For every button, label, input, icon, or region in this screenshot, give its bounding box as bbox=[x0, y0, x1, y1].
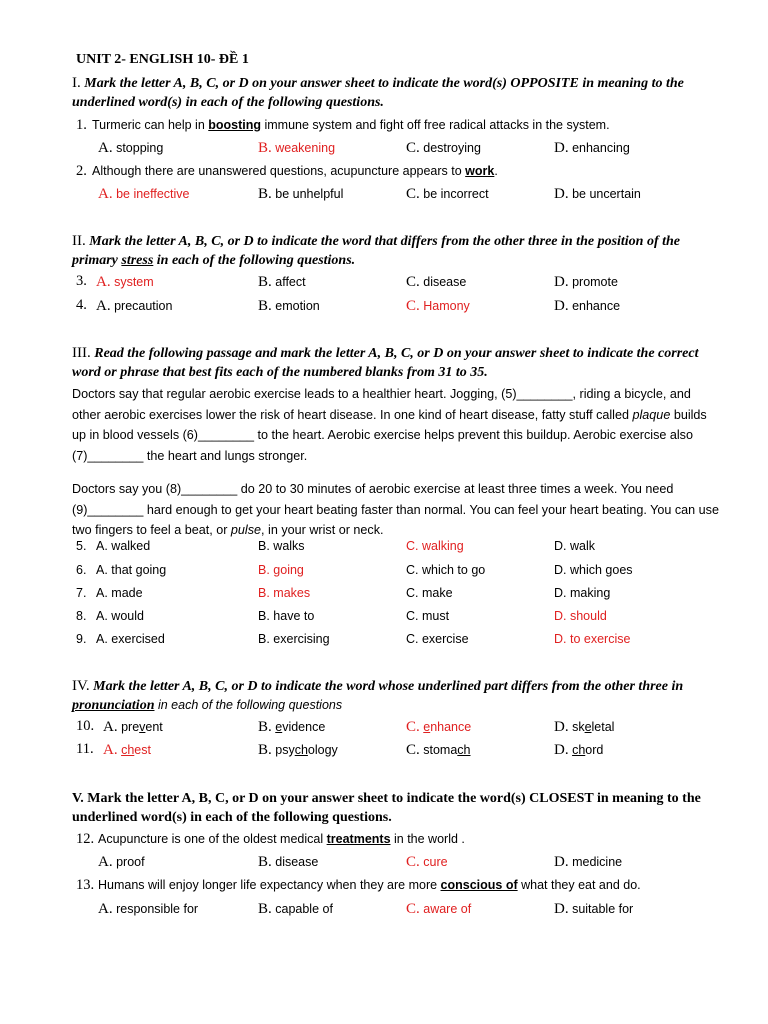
option-a[interactable] bbox=[96, 609, 144, 623]
option-b[interactable] bbox=[258, 854, 318, 871]
option-d-answer[interactable] bbox=[554, 632, 630, 646]
option-b[interactable] bbox=[258, 186, 343, 203]
option-text: have to bbox=[273, 609, 315, 623]
option-letter: C. bbox=[406, 298, 420, 314]
question-number: 4. bbox=[76, 297, 87, 313]
option-text: suitable for bbox=[572, 902, 634, 916]
option-c-answer[interactable] bbox=[406, 719, 471, 736]
option-letter: A. bbox=[96, 609, 108, 623]
section-number: III. bbox=[72, 345, 91, 361]
question-number: 1. bbox=[76, 117, 87, 133]
option-letter: A. bbox=[98, 186, 113, 202]
section-number: I. bbox=[72, 75, 81, 91]
word-part: ord bbox=[585, 743, 604, 757]
option-letter: B. bbox=[258, 274, 272, 290]
section-2-instructions bbox=[72, 232, 722, 270]
question-number: 13. bbox=[76, 877, 95, 893]
option-b-answer[interactable] bbox=[258, 563, 304, 577]
key-word: treatments bbox=[326, 832, 391, 846]
option-letter: C. bbox=[406, 632, 419, 646]
option-letter: D. bbox=[554, 609, 567, 623]
option-text: capable of bbox=[275, 902, 333, 916]
word-part: nhance bbox=[430, 720, 472, 734]
section-text-a: Mark the letter A, B, C, or D to indicate the word that differs from the other three in the position of the primary bbox=[72, 234, 681, 268]
option-text: walks bbox=[273, 539, 305, 553]
option-letter: C. bbox=[406, 186, 420, 202]
option-letter: C. bbox=[406, 140, 420, 156]
option-d[interactable] bbox=[554, 186, 641, 203]
option-text: aware of bbox=[423, 902, 472, 916]
option-letter: C. bbox=[406, 901, 420, 917]
option-letter: B. bbox=[258, 539, 270, 553]
option-c[interactable] bbox=[406, 186, 489, 203]
section-text: Mark the letter A, B, C, or D on your answer sheet to indicate the word(s) OPPOSITE in meaning to the underlined word(s) in each of the following questions. bbox=[72, 76, 684, 110]
key-word: conscious of bbox=[440, 878, 518, 892]
option-a[interactable] bbox=[96, 539, 150, 553]
option-a-answer[interactable] bbox=[98, 186, 190, 203]
question-text-post: what they eat and do. bbox=[517, 878, 641, 892]
passage-paragraph-2 bbox=[72, 479, 722, 541]
option-letter: D. bbox=[554, 539, 567, 553]
option-text: disease bbox=[423, 275, 467, 289]
question-number: 10. bbox=[76, 718, 95, 734]
option-letter: B. bbox=[258, 632, 270, 646]
option-b[interactable] bbox=[258, 274, 306, 291]
option-text: cure bbox=[423, 855, 448, 869]
option-c-answer[interactable] bbox=[406, 539, 464, 553]
option-d[interactable] bbox=[554, 586, 610, 600]
question-number: 12. bbox=[76, 831, 95, 847]
option-text: weakening bbox=[275, 141, 336, 155]
option-text: walking bbox=[421, 539, 464, 553]
option-letter: B. bbox=[258, 186, 272, 202]
option-text: made bbox=[111, 586, 143, 600]
option-text: which to go bbox=[421, 563, 486, 577]
option-c[interactable] bbox=[406, 274, 466, 291]
option-a[interactable] bbox=[103, 719, 163, 736]
option-c-answer[interactable] bbox=[406, 901, 471, 918]
option-letter: B. bbox=[258, 742, 272, 758]
option-d[interactable] bbox=[554, 563, 633, 577]
section-text: Read the following passage and mark the letter A, B, C, or D on your answer sheet to indicate the correct word or phrase that best fits each of the numbered blanks from 31 to 35. bbox=[72, 346, 699, 380]
passage-text: , in your wrist or neck. bbox=[261, 523, 384, 537]
option-text: promote bbox=[572, 275, 618, 289]
key-word: work bbox=[465, 164, 495, 178]
option-letter: D. bbox=[554, 901, 569, 917]
question-text-pre: Turmeric can help in bbox=[92, 118, 209, 132]
section-text: V. Mark the letter A, B, C, or D on your answer sheet to indicate the word(s) CLOSEST in meaning to the underlined word(s) in each of the following questions. bbox=[72, 791, 701, 825]
option-b[interactable] bbox=[258, 539, 305, 553]
question-text-pre: Although there are unanswered questions, acupuncture appears to bbox=[92, 164, 466, 178]
underlined-part: e bbox=[423, 720, 431, 734]
option-text: Hamony bbox=[423, 299, 470, 313]
option-a[interactable] bbox=[98, 854, 145, 871]
question-text-post: in the world . bbox=[390, 832, 465, 846]
question-number: 9. bbox=[76, 632, 87, 646]
option-b[interactable] bbox=[258, 719, 325, 736]
option-letter: A. bbox=[98, 854, 113, 870]
option-a-answer[interactable] bbox=[96, 274, 154, 291]
question-text-post: . bbox=[494, 164, 498, 178]
option-d[interactable] bbox=[554, 539, 595, 553]
option-letter: A. bbox=[96, 586, 108, 600]
section-number: IV. bbox=[72, 678, 90, 694]
option-c[interactable] bbox=[406, 586, 453, 600]
option-d[interactable] bbox=[554, 140, 630, 157]
section-4-instructions bbox=[72, 677, 722, 715]
option-text: be uncertain bbox=[572, 187, 641, 201]
option-text: making bbox=[569, 586, 611, 600]
question-number: 5. bbox=[76, 539, 87, 553]
option-text: exercised bbox=[111, 632, 165, 646]
option-a[interactable] bbox=[98, 901, 198, 918]
passage-term: pulse bbox=[230, 523, 262, 537]
option-b[interactable] bbox=[258, 609, 314, 623]
option-letter: C. bbox=[406, 563, 419, 577]
option-letter: B. bbox=[258, 609, 270, 623]
option-letter: C. bbox=[406, 854, 420, 870]
word-part: letal bbox=[591, 720, 615, 734]
option-c[interactable] bbox=[406, 563, 485, 577]
option-text: be unhelpful bbox=[275, 187, 344, 201]
option-text: which goes bbox=[569, 563, 633, 577]
question-text bbox=[92, 164, 498, 178]
option-letter: A. bbox=[98, 140, 113, 156]
word-part: est bbox=[134, 743, 151, 757]
passage-text: builds up in blood vessels (6)________ to the heart. Aerobic exercise helps prevent this buildup. Aerobic exercise also (7)________ the heart and lungs stronger. bbox=[72, 407, 707, 463]
section-number: II. bbox=[72, 233, 86, 249]
option-text: responsible for bbox=[116, 902, 199, 916]
option-letter: B. bbox=[258, 140, 272, 156]
word-part: ent bbox=[145, 720, 163, 734]
option-letter: D. bbox=[554, 719, 569, 735]
option-letter: B. bbox=[258, 298, 272, 314]
option-letter: A. bbox=[96, 539, 108, 553]
word-part: vidence bbox=[282, 720, 326, 734]
option-b[interactable] bbox=[258, 901, 333, 918]
option-c[interactable] bbox=[406, 609, 449, 623]
option-a-answer[interactable] bbox=[103, 742, 151, 759]
option-text: precaution bbox=[114, 299, 173, 313]
option-text: to exercise bbox=[569, 632, 631, 646]
option-c[interactable] bbox=[406, 742, 471, 759]
option-letter: D. bbox=[554, 586, 567, 600]
passage-text: Doctors say that regular aerobic exercise leads to a healthier heart. Jogging, (5)________, riding a bicycle, and other aerobic exercises lower the risk of heart disease. In one kind of heart disease, fatty stuff called bbox=[72, 387, 691, 422]
option-a[interactable] bbox=[98, 140, 163, 157]
option-letter: D. bbox=[554, 186, 569, 202]
key-word: boosting bbox=[208, 118, 262, 132]
option-letter: C. bbox=[406, 609, 419, 623]
underlined-part: e bbox=[584, 720, 592, 734]
section-1-instructions bbox=[72, 74, 722, 112]
question-number: 2. bbox=[76, 163, 87, 179]
option-d-answer[interactable] bbox=[554, 609, 607, 623]
option-letter: A. bbox=[96, 632, 108, 646]
question-text bbox=[98, 878, 641, 892]
option-letter: C. bbox=[406, 586, 419, 600]
option-d[interactable] bbox=[554, 298, 620, 315]
option-b[interactable] bbox=[258, 632, 330, 646]
option-text: disease bbox=[275, 855, 319, 869]
option-text: must bbox=[421, 609, 450, 623]
page-title: UNIT 2- ENGLISH 10- ĐỀ 1 bbox=[76, 52, 249, 67]
option-text: exercise bbox=[421, 632, 469, 646]
option-text: enhance bbox=[572, 299, 621, 313]
question-text bbox=[98, 832, 465, 846]
section-text-underlined: stress bbox=[121, 253, 154, 268]
option-letter: A. bbox=[96, 563, 108, 577]
option-c[interactable] bbox=[406, 632, 469, 646]
option-letter: D. bbox=[554, 298, 569, 314]
option-text: walked bbox=[111, 539, 151, 553]
option-text: emotion bbox=[275, 299, 320, 313]
option-text: exercising bbox=[273, 632, 330, 646]
option-text: should bbox=[569, 609, 607, 623]
option-letter: B. bbox=[258, 563, 270, 577]
option-text: makes bbox=[273, 586, 311, 600]
option-c-answer[interactable] bbox=[406, 298, 470, 315]
option-text: affect bbox=[275, 275, 306, 289]
option-letter: A. bbox=[96, 298, 111, 314]
section-text-b: in each of the following questions bbox=[154, 698, 343, 712]
underlined-part: ch bbox=[457, 743, 471, 757]
option-d[interactable] bbox=[554, 742, 603, 759]
passage-text: Doctors say you (8)________ do 20 to 30 minutes of aerobic exercise at least three times a week. You need (9)________ hard enough to get your heart beating faster than normal. You can feel your heart beating. You can use two fingers to feel a beat, or bbox=[72, 482, 719, 537]
option-letter: D. bbox=[554, 563, 567, 577]
option-b-answer[interactable] bbox=[258, 140, 335, 157]
word-part: ology bbox=[307, 743, 338, 757]
question-text-post: immune system and fight off free radical attacks in the system. bbox=[261, 118, 610, 132]
underlined-part: ch bbox=[294, 743, 308, 757]
section-text-a: Mark the letter A, B, C, or D to indicate the word whose underlined part differs from the other three in bbox=[93, 679, 684, 694]
question-text-pre: Humans will enjoy longer life expectancy when they are more bbox=[98, 878, 441, 892]
option-b-answer[interactable] bbox=[258, 586, 310, 600]
underlined-part: ch bbox=[572, 743, 586, 757]
option-d[interactable] bbox=[554, 854, 622, 871]
underlined-part: v bbox=[139, 720, 146, 734]
word-part: pre bbox=[121, 720, 140, 734]
underlined-part: e bbox=[275, 720, 283, 734]
option-letter: C. bbox=[406, 742, 420, 758]
underlined-part: ch bbox=[121, 743, 135, 757]
option-letter: D. bbox=[554, 742, 569, 758]
option-letter: D. bbox=[554, 140, 569, 156]
option-text: that going bbox=[111, 563, 167, 577]
option-a[interactable] bbox=[96, 632, 165, 646]
section-3-instructions bbox=[72, 344, 722, 382]
option-d[interactable] bbox=[554, 901, 633, 918]
section-text-underlined: pronunciation bbox=[72, 698, 155, 713]
option-letter: B. bbox=[258, 901, 272, 917]
option-text: make bbox=[421, 586, 453, 600]
option-letter: B. bbox=[258, 854, 272, 870]
option-c[interactable] bbox=[406, 140, 481, 157]
option-letter: D. bbox=[554, 274, 569, 290]
question-number: 8. bbox=[76, 609, 87, 623]
option-letter: B. bbox=[258, 586, 270, 600]
question-number: 11. bbox=[76, 741, 94, 757]
option-text: enhancing bbox=[572, 141, 630, 155]
section-5-instructions bbox=[72, 789, 722, 827]
option-text: going bbox=[273, 563, 304, 577]
option-text: medicine bbox=[572, 855, 623, 869]
option-letter: A. bbox=[96, 274, 111, 290]
option-b[interactable] bbox=[258, 742, 338, 759]
option-text: destroying bbox=[423, 141, 481, 155]
option-text: would bbox=[111, 609, 144, 623]
question-number: 3. bbox=[76, 273, 87, 289]
question-number: 7. bbox=[76, 586, 87, 600]
option-a[interactable] bbox=[96, 586, 143, 600]
passage-term: plaque bbox=[632, 407, 671, 422]
word-part: psy bbox=[275, 743, 295, 757]
section-text-b: in each of the following questions. bbox=[153, 253, 356, 268]
option-a[interactable] bbox=[96, 563, 166, 577]
section-text bbox=[72, 234, 680, 268]
word-part: sk bbox=[572, 720, 585, 734]
option-text: stopping bbox=[116, 141, 164, 155]
option-letter: C. bbox=[406, 274, 420, 290]
option-letter: D. bbox=[554, 854, 569, 870]
option-text: proof bbox=[116, 855, 145, 869]
passage-paragraph-1 bbox=[72, 384, 722, 466]
option-text: be incorrect bbox=[423, 187, 489, 201]
question-text bbox=[92, 118, 610, 132]
option-d[interactable] bbox=[554, 719, 614, 736]
question-text-pre: Acupuncture is one of the oldest medical bbox=[98, 832, 327, 846]
option-letter: C. bbox=[406, 539, 419, 553]
option-letter: A. bbox=[103, 742, 118, 758]
option-text: be ineffective bbox=[116, 187, 190, 201]
option-letter: C. bbox=[406, 719, 420, 735]
option-text: walk bbox=[569, 539, 595, 553]
option-letter: A. bbox=[103, 719, 118, 735]
option-b[interactable] bbox=[258, 298, 320, 315]
option-letter: A. bbox=[98, 901, 113, 917]
option-d[interactable] bbox=[554, 274, 618, 291]
option-text: system bbox=[114, 275, 154, 289]
option-letter: D. bbox=[554, 632, 567, 646]
option-c-answer[interactable] bbox=[406, 854, 448, 871]
word-part: stoma bbox=[423, 743, 458, 757]
option-letter: B. bbox=[258, 719, 272, 735]
question-number: 6. bbox=[76, 563, 87, 577]
option-a[interactable] bbox=[96, 298, 172, 315]
